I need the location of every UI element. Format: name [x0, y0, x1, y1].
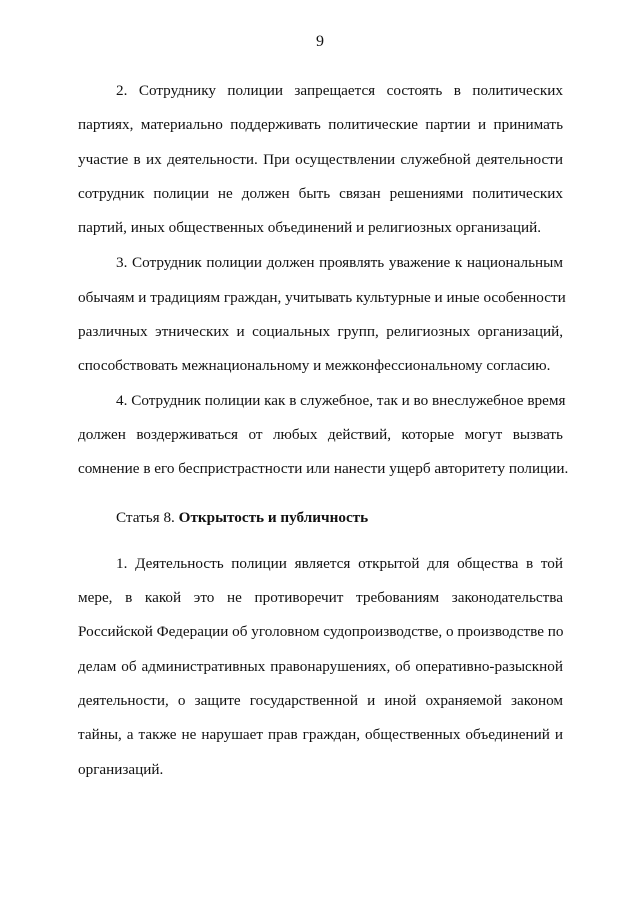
- text-line: различных этнических и социальных групп, религиозных организаций,: [78, 323, 563, 341]
- text-line: мере, в какой это не противоречит требованиям законодательства: [78, 589, 563, 607]
- text-line: делам об административных правонарушениях, об оперативно-разыскной: [78, 657, 563, 675]
- paragraph-2: [78, 74, 563, 245]
- text-line: способствовать межнациональному и межконфессиональному согласию.: [78, 357, 551, 375]
- paragraph-4: [78, 384, 569, 487]
- text-line: организаций.: [78, 760, 164, 778]
- text-line: партий, иных общественных объединений и религиозных организаций.: [78, 219, 541, 237]
- document-body: [78, 74, 569, 787]
- text-line: сотрудник полиции не должен быть связан решениями политических: [78, 184, 563, 202]
- article-heading: [78, 501, 563, 535]
- text-line: партиях, материально поддерживать политические партии и принимать: [78, 116, 563, 134]
- text-line: 2. Сотруднику полиции запрещается состоять в политических: [116, 82, 563, 99]
- article-label: Статья 8.: [116, 508, 175, 526]
- text-line: сомнение в его беспристрастности или нанести ущерб авторитету полиции.: [78, 460, 569, 478]
- article-title: Открытость и публичность: [178, 508, 369, 526]
- page-number: 9: [316, 33, 324, 50]
- text-line: 3. Сотрудник полиции должен проявлять уважение к национальным: [116, 254, 563, 272]
- text-line: Российской Федерации об уголовном судопроизводстве, о производстве по: [78, 623, 564, 641]
- text-line: деятельности, о защите государственной и иной охраняемой законом: [78, 692, 563, 710]
- text-line: участие в их деятельности. При осуществлении служебной деятельности: [78, 150, 563, 168]
- text-line: 4. Сотрудник полиции как в служебное, так и во внеслужебное время: [116, 391, 566, 409]
- text-line: 1. Деятельность полиции является открытой для общества в той: [116, 554, 563, 572]
- text-line: обычаям и традициям граждан, учитывать культурные и иные особенности: [78, 288, 566, 306]
- paragraph-3: [78, 246, 566, 383]
- text-line: тайны, а также не нарушает прав граждан, общественных объединений и: [78, 726, 563, 744]
- text-line: должен воздерживаться от любых действий, которые могут вызвать: [78, 425, 563, 443]
- paragraph-article8-1: [78, 547, 563, 787]
